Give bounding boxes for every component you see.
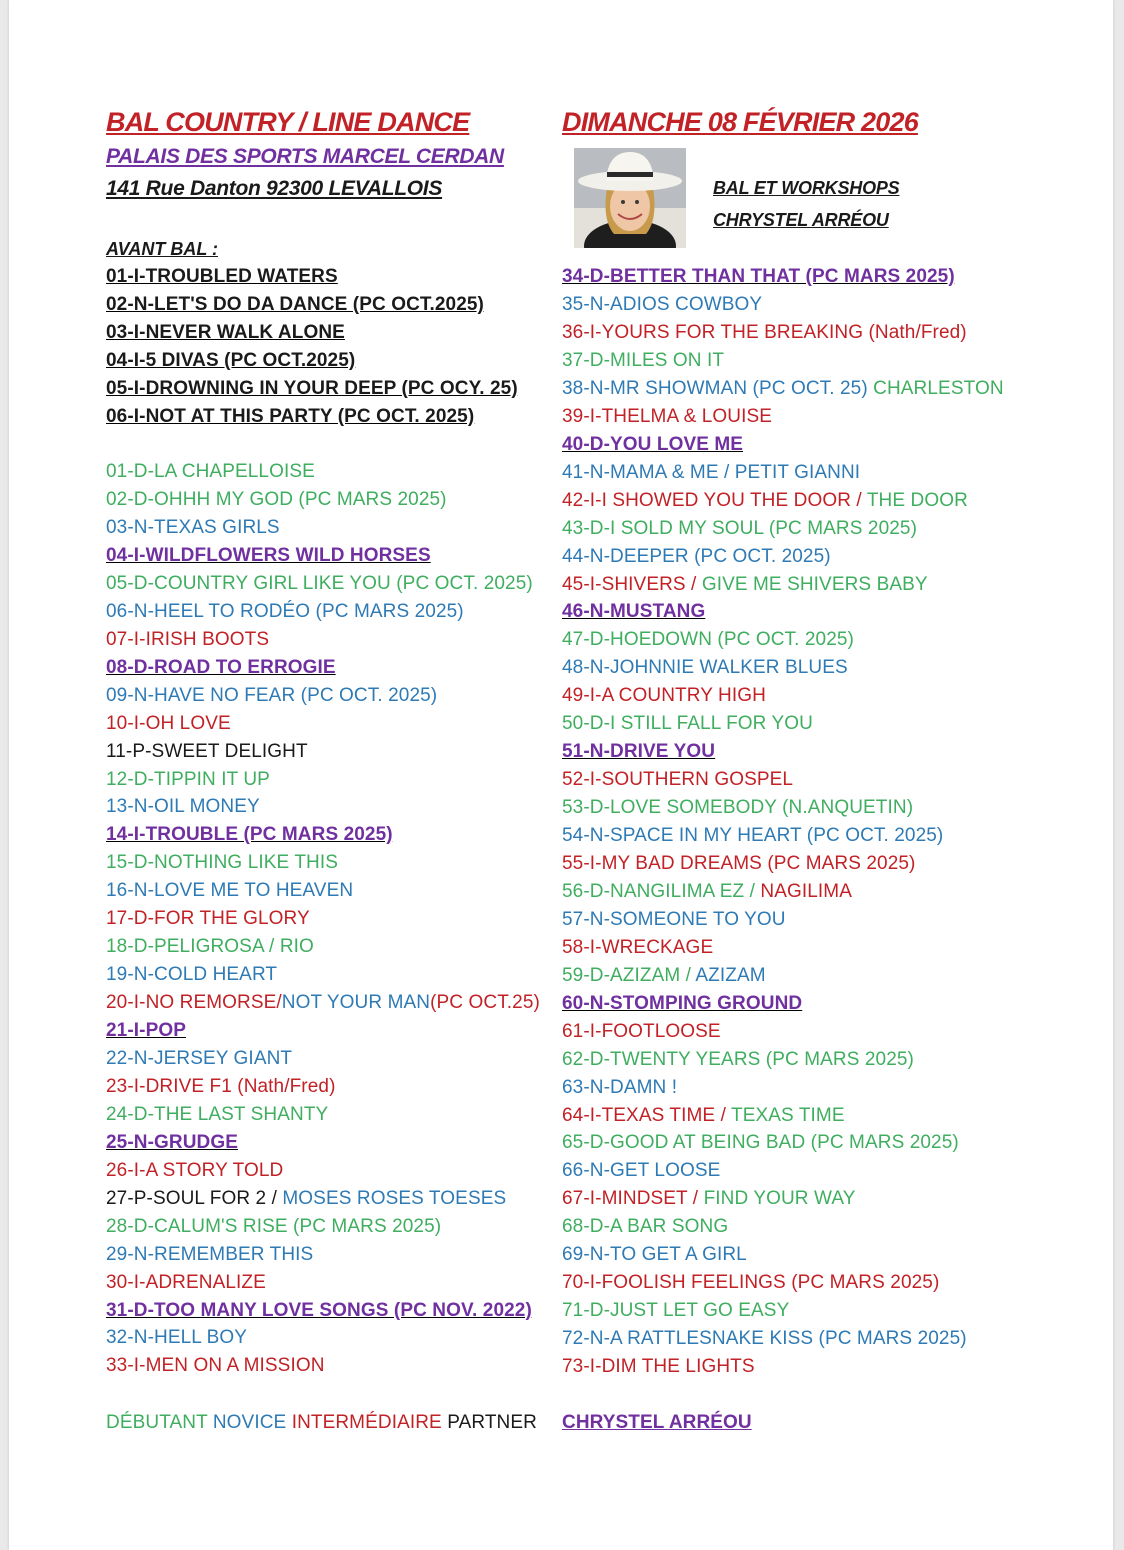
song-row	[106, 880, 353, 902]
song-text: 26-I-A STORY TOLD	[106, 1159, 284, 1181]
song-row	[562, 322, 967, 344]
song-text: 41-N-MAMA & ME / PETIT GIANNI	[562, 461, 861, 483]
song-row	[562, 1132, 959, 1154]
song-text: 57-N-SOMEONE TO YOU	[562, 908, 786, 930]
song-row	[106, 1355, 325, 1377]
song-row	[106, 1300, 532, 1322]
song-text: 33-I-MEN ON A MISSION	[106, 1355, 325, 1377]
song-text: 10-I-OH LOVE	[106, 712, 231, 734]
song-row	[562, 462, 860, 484]
song-text: 36-I-YOURS FOR THE BREAKING (Nath/Fred)	[562, 321, 967, 343]
song-row	[562, 574, 928, 596]
song-row	[562, 741, 715, 763]
title-date: DIMANCHE 08 FÉVRIER 2026	[562, 107, 918, 137]
song-text: 54-N-SPACE IN MY HEART (PC OCT. 2025)	[562, 825, 944, 846]
legend-novice: NOVICE	[212, 1412, 287, 1433]
song-text: 62-D-TWENTY YEARS (PC MARS 2025)	[562, 1048, 914, 1070]
song-row	[106, 796, 260, 818]
song-row	[106, 741, 308, 763]
song-text: 17-D-FOR THE GLORY	[106, 908, 310, 930]
song-text: 56-D-NANGILIMA EZ /	[562, 880, 761, 902]
instructor-photo	[574, 148, 686, 248]
song-text: 37-D-MILES ON IT	[562, 349, 725, 371]
song-text: 48-N-JOHNNIE WALKER BLUES	[562, 657, 848, 679]
song-text: 27-P-SOUL FOR 2 /	[106, 1187, 283, 1209]
song-text: THE DOOR	[866, 489, 968, 511]
event-subtitle: BAL ET WORKSHOPS	[713, 178, 900, 198]
song-row	[106, 406, 474, 428]
song-row	[106, 378, 518, 400]
song-text: 09-N-HAVE NO FEAR (PC OCT. 2025)	[106, 684, 438, 706]
song-text: 06-N-HEEL TO RODÉO (PC MARS 2025)	[106, 600, 464, 622]
song-row	[562, 825, 943, 847]
song-row	[562, 1021, 721, 1043]
song-row	[106, 1020, 186, 1042]
title-left: BAL COUNTRY / LINE DANCE	[106, 107, 470, 137]
song-row	[562, 769, 793, 791]
song-text: 01-I-TROUBLED WATERS	[106, 266, 338, 287]
song-text: 03-N-TEXAS GIRLS	[106, 516, 280, 538]
song-row	[562, 1105, 845, 1127]
song-row	[106, 1048, 292, 1070]
song-row	[562, 434, 743, 456]
song-text: 63-N-DAMN !	[562, 1076, 678, 1098]
song-text: 30-I-ADRENALIZE	[106, 1271, 266, 1293]
song-row	[106, 852, 338, 874]
song-text: 59-D-AZIZAM /	[562, 964, 696, 986]
song-row	[106, 266, 338, 288]
song-text: 51-N-DRIVE YOU	[562, 741, 716, 763]
song-text: 60-N-STOMPING GROUND	[562, 992, 803, 1014]
song-text: 25-N-GRUDGE	[106, 1131, 239, 1153]
song-row	[106, 350, 355, 372]
song-text: 02-D-OHHH MY GOD (PC MARS 2025)	[106, 488, 447, 510]
avant-bal-heading: AVANT BAL :	[106, 239, 218, 259]
song-text: 05-D-COUNTRY GIRL LIKE YOU (PC OCT. 2025)	[106, 572, 533, 594]
song-text: CHARLESTON	[873, 377, 1004, 399]
song-row	[106, 1132, 238, 1154]
song-text: 61-I-FOOTLOOSE	[562, 1020, 721, 1042]
venue-address: 141 Rue Danton 92300 LEVALLOIS	[106, 177, 443, 200]
song-row	[562, 909, 786, 931]
song-text: 12-D-TIPPIN IT UP	[106, 768, 270, 790]
document-page	[9, 0, 1113, 1550]
song-text: 65-D-GOOD AT BEING BAD (PC MARS 2025)	[562, 1132, 959, 1154]
song-text: 69-N-TO GET A GIRL	[562, 1244, 747, 1266]
song-row	[562, 1244, 747, 1266]
song-text: 14-I-TROUBLE (PC MARS 2025)	[106, 824, 393, 846]
song-text: 40-D-YOU LOVE ME	[562, 433, 744, 455]
song-text: 34-D-BETTER THAN THAT (PC MARS 2025)	[562, 266, 955, 287]
song-text: 43-D-I SOLD MY SOUL (PC MARS 2025)	[562, 517, 918, 539]
song-text: 35-N-ADIOS COWBOY	[562, 293, 763, 315]
song-text: 72-N-A RATTLESNAKE KISS (PC MARS 2025)	[562, 1328, 967, 1350]
song-text: NOT YOUR MAN	[281, 992, 431, 1013]
song-row	[562, 1216, 728, 1238]
song-row	[562, 657, 848, 679]
song-text: GIVE ME SHIVERS BABY	[701, 573, 928, 595]
song-text: 08-D-ROAD TO ERROGIE	[106, 656, 336, 678]
song-text: 18-D-PELIGROSA / RIO	[106, 936, 314, 958]
song-row	[562, 601, 705, 623]
song-text: 50-D-I STILL FALL FOR YOU	[562, 713, 813, 735]
song-text: 21-I-POP	[106, 1020, 186, 1041]
song-row	[562, 406, 772, 428]
song-text: 70-I-FOOLISH FEELINGS (PC MARS 2025)	[562, 1272, 940, 1294]
song-row	[106, 517, 280, 539]
song-row	[106, 1272, 266, 1294]
song-text: 73-I-DIM THE LIGHTS	[562, 1356, 755, 1377]
song-row	[106, 992, 540, 1014]
song-row	[562, 1300, 789, 1322]
song-row	[562, 350, 724, 372]
song-text: AZIZAM	[695, 964, 766, 986]
song-text: 64-I-TEXAS TIME /	[562, 1104, 731, 1126]
song-row	[562, 937, 713, 959]
song-row	[106, 461, 315, 483]
song-row	[106, 489, 447, 511]
song-row	[562, 853, 915, 875]
song-text: 03-I-NEVER WALK ALONE	[106, 321, 345, 343]
song-row	[106, 573, 533, 595]
song-row	[106, 629, 269, 651]
song-row	[106, 685, 437, 707]
song-text: 15-D-NOTHING LIKE THIS	[106, 852, 338, 874]
song-text: 06-I-NOT AT THIS PARTY (PC OCT. 2025)	[106, 405, 475, 427]
song-row	[562, 1077, 677, 1099]
legend-debutant: DÉBUTANT	[106, 1412, 208, 1433]
song-text: 44-N-DEEPER (PC OCT. 2025)	[562, 545, 831, 567]
song-row	[106, 1216, 441, 1238]
song-text: 29-N-REMEMBER THIS	[106, 1243, 314, 1265]
song-row	[562, 1356, 755, 1378]
song-row	[106, 1188, 506, 1210]
song-text: 13-N-OIL MONEY	[106, 796, 260, 818]
song-row	[562, 490, 968, 512]
song-text: MOSES ROSES TOESES	[282, 1187, 507, 1209]
song-row	[106, 936, 314, 958]
song-row	[106, 769, 270, 791]
song-row	[562, 1160, 720, 1182]
song-text: 46-N-MUSTANG	[562, 601, 706, 623]
song-row	[106, 1244, 313, 1266]
song-row	[106, 1104, 328, 1126]
song-text: 01-D-LA CHAPELLOISE	[106, 461, 315, 482]
song-row	[562, 1188, 855, 1210]
song-row	[562, 685, 766, 707]
song-row	[562, 294, 762, 316]
song-text: 66-N-GET LOOSE	[562, 1160, 721, 1182]
song-text: 04-I-WILDFLOWERS WILD HORSES	[106, 544, 431, 566]
song-row	[562, 965, 766, 987]
song-row	[106, 713, 231, 735]
song-text: 42-I-I SHOWED YOU THE DOOR /	[562, 489, 867, 511]
venue-name: PALAIS DES SPORTS MARCEL CERDAN	[106, 145, 504, 168]
level-legend	[106, 1412, 537, 1434]
song-text: NAGILIMA	[760, 880, 852, 902]
song-row	[106, 1327, 247, 1349]
song-text: 28-D-CALUM'S RISE (PC MARS 2025)	[106, 1215, 442, 1237]
song-text: 38-N-MR SHOWMAN (PC OCT. 25)	[562, 377, 874, 399]
song-text: 68-D-A BAR SONG	[562, 1216, 729, 1238]
song-row	[562, 266, 955, 288]
song-text: 20-I-NO REMORSE/	[106, 992, 282, 1013]
song-text: 02-N-LET'S DO DA DANCE (PC OCT.2025)	[106, 293, 484, 315]
song-text: 58-I-WRECKAGE	[562, 936, 714, 958]
song-row	[106, 322, 345, 344]
cowboy-hat-portrait-icon	[574, 148, 686, 248]
song-row	[562, 713, 813, 735]
song-row	[106, 545, 431, 567]
song-row	[562, 518, 917, 540]
song-row	[562, 1328, 967, 1350]
event-instructor: CHRYSTEL ARRÉOU	[713, 210, 889, 230]
song-row	[562, 993, 802, 1015]
footer-signature: CHRYSTEL ARRÉOU	[562, 1412, 752, 1433]
song-row	[106, 1160, 283, 1182]
legend-partner: PARTNER	[447, 1412, 537, 1433]
song-text: 16-N-LOVE ME TO HEAVEN	[106, 880, 354, 902]
song-text: 67-I-MINDSET /	[562, 1188, 704, 1210]
song-text: 23-I-DRIVE F1 (Nath/Fred)	[106, 1075, 336, 1097]
song-row	[106, 601, 464, 623]
song-text: 22-N-JERSEY GIANT	[106, 1047, 293, 1069]
song-row	[562, 1272, 939, 1294]
song-text: 47-D-HOEDOWN (PC OCT. 2025)	[562, 629, 854, 651]
song-row	[106, 908, 310, 930]
song-text: 19-N-COLD HEART	[106, 964, 278, 986]
song-row	[106, 657, 336, 679]
song-text: 52-I-SOUTHERN GOSPEL	[562, 769, 794, 791]
song-text: 07-I-IRISH BOOTS	[106, 628, 270, 650]
song-row	[106, 1076, 336, 1098]
song-row	[562, 629, 854, 651]
song-text: 45-I-SHIVERS /	[562, 573, 702, 595]
song-text: (PC OCT.25)	[430, 992, 540, 1013]
song-text: 71-D-JUST LET GO EASY	[562, 1300, 790, 1322]
song-text: 49-I-A COUNTRY HIGH	[562, 685, 766, 707]
song-text: FIND YOUR WAY	[703, 1188, 856, 1210]
legend-intermediaire: INTERMÉDIAIRE	[291, 1412, 442, 1433]
song-text: 04-I-5 DIVAS (PC OCT.2025)	[106, 349, 356, 371]
song-row	[562, 797, 913, 819]
song-text: 53-D-LOVE SOMEBODY (N.ANQUETIN)	[562, 797, 914, 818]
song-text: 32-N-HELL BOY	[106, 1327, 248, 1349]
song-text: 24-D-THE LAST SHANTY	[106, 1103, 329, 1125]
song-row	[562, 881, 852, 903]
song-row	[106, 294, 484, 316]
song-row	[562, 1049, 914, 1071]
song-row	[106, 964, 277, 986]
song-text: 55-I-MY BAD DREAMS (PC MARS 2025)	[562, 852, 916, 874]
song-text: 11-P-SWEET DELIGHT	[106, 740, 308, 762]
song-row	[562, 546, 831, 568]
song-text: 39-I-THELMA & LOUISE	[562, 405, 773, 427]
song-row	[106, 824, 393, 846]
song-text: 05-I-DROWNING IN YOUR DEEP (PC OCY. 25)	[106, 377, 518, 399]
song-text: TEXAS TIME	[730, 1104, 845, 1126]
song-text: 31-D-TOO MANY LOVE SONGS (PC NOV. 2022)	[106, 1299, 532, 1321]
song-row	[562, 378, 1004, 400]
